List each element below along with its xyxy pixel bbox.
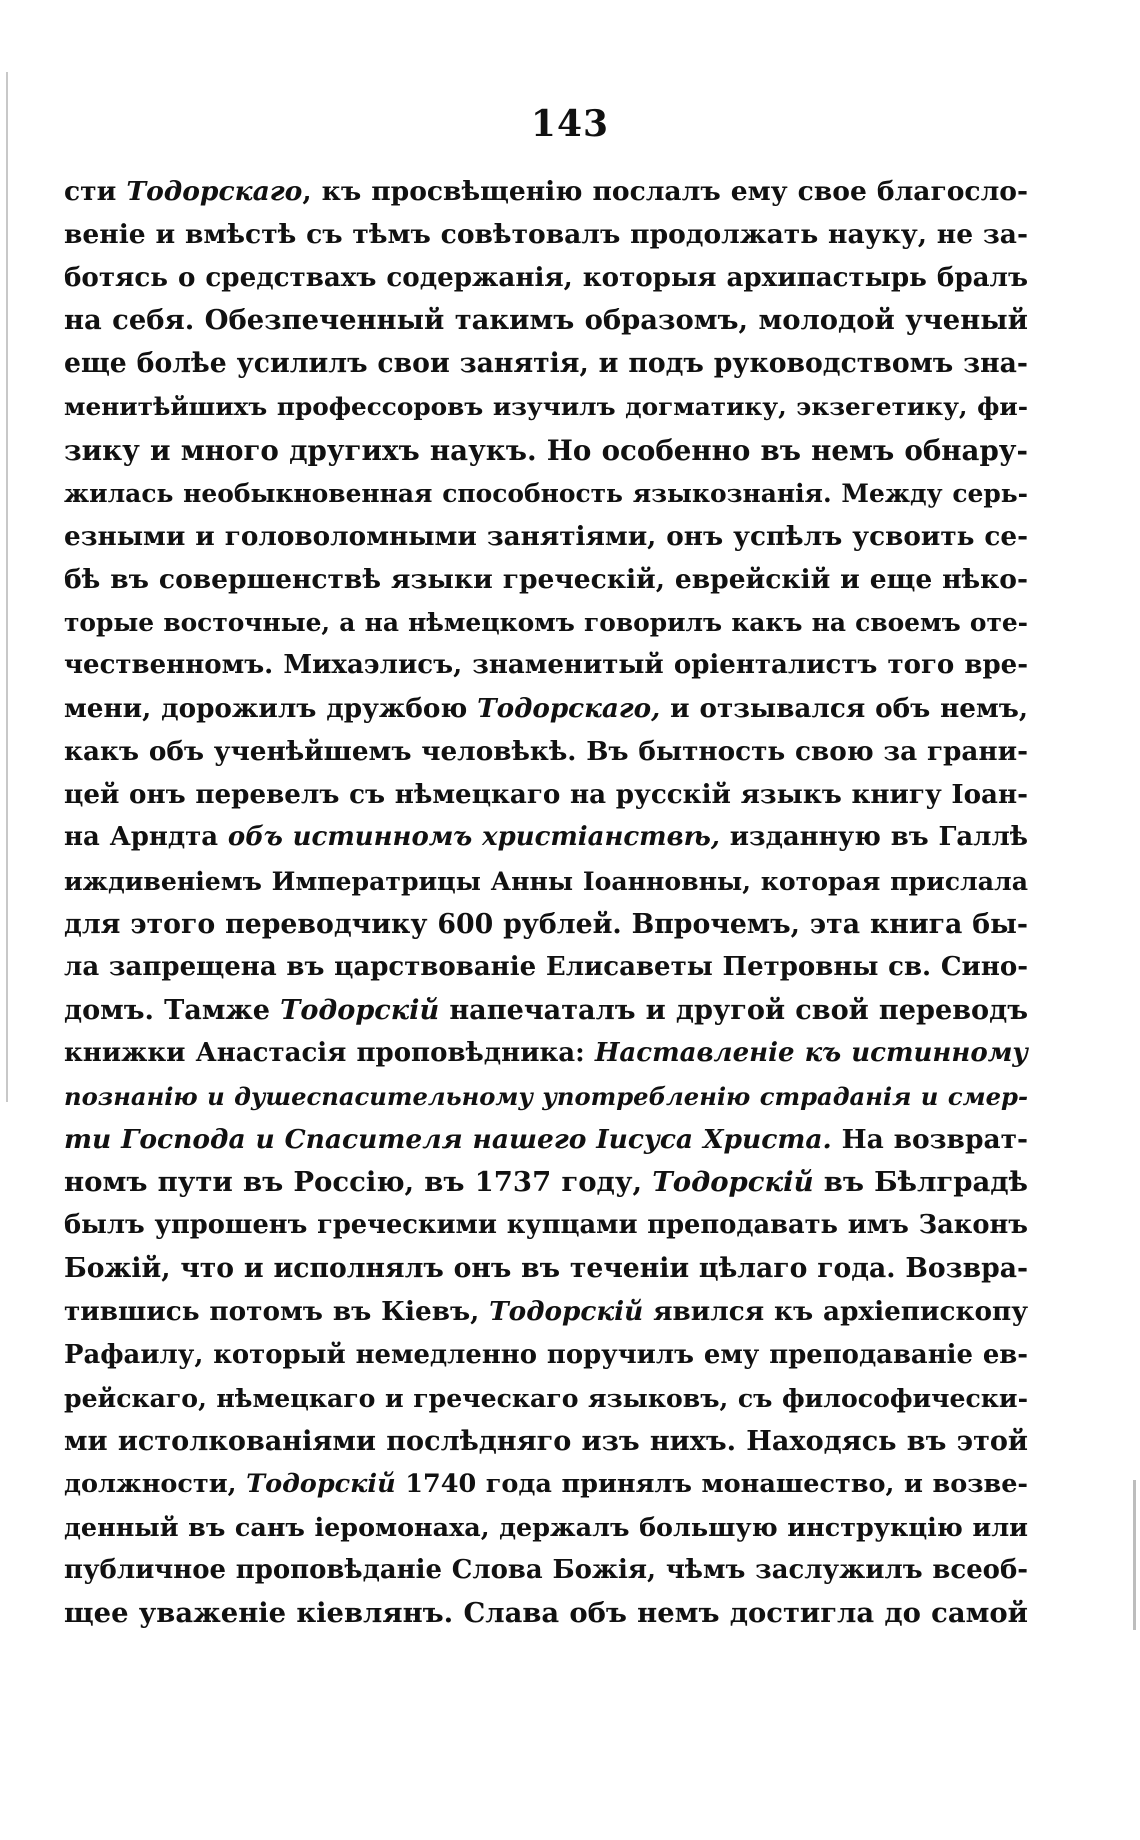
text-segment: щее уваженіе кіевлянъ. Слава объ немъ достигла до самой xyxy=(64,1597,1028,1630)
text-line xyxy=(64,730,1028,773)
text-line xyxy=(64,1463,1028,1506)
text-segment: веніе и вмѣстѣ съ тѣмъ совѣтовалъ продолжать науку, не за- xyxy=(64,219,1028,251)
text-line xyxy=(64,213,1028,256)
text-segment: на Арндта xyxy=(64,822,228,853)
text-segment: на себя. Обезпеченный такимъ образомъ, молодой ученый xyxy=(64,304,1028,337)
text-segment: , къ просвѣщенію послалъ ему свое благосло- xyxy=(302,176,1028,207)
text-segment: чественномъ. Михаэлисъ, знаменитый оріенталистъ того вре- xyxy=(64,650,1028,681)
text-segment: зику и много другихъ наукъ. Но особенно въ немъ обнару- xyxy=(64,433,1028,467)
italic-text-segment: Тодорскій xyxy=(280,994,440,1026)
text-segment: въ Бѣлградѣ xyxy=(813,1166,1028,1199)
text-line xyxy=(64,299,1028,342)
scan-edge-left xyxy=(6,72,8,1102)
text-segment: и отзывался объ немъ, xyxy=(660,693,1028,725)
text-line xyxy=(64,687,1028,730)
text-line xyxy=(64,1247,1028,1290)
text-segment: торые восточные, а на нѣмецкомъ говорилъ какъ на своемъ оте- xyxy=(64,607,1028,637)
text-line xyxy=(64,429,1028,472)
text-segment: былъ упрошенъ греческими купцами преподавать имъ Законъ xyxy=(64,1210,1028,1241)
italic-text-segment: Тодорскаго xyxy=(126,176,303,207)
text-segment: ла запрещена въ царствованіе Елисаветы Петровны св. Сино- xyxy=(64,951,1028,982)
text-line xyxy=(64,1204,1028,1247)
italic-text-segment: ти Господа и Спасителя нашего Іисуса Христа. xyxy=(64,1124,832,1156)
text-segment: еще болѣе усилилъ свои занятія, и подъ руководствомъ зна- xyxy=(64,348,1028,380)
text-segment: домъ. Тамже xyxy=(64,994,281,1026)
text-segment: цей онъ перевелъ съ нѣмецкаго на русскій языкъ книгу Іоан- xyxy=(64,779,1028,811)
italic-text-segment: познанію и душеспасительному употребленію страданія и смер- xyxy=(64,1081,1028,1111)
italic-text-segment: объ истинномъ христіанствѣ, xyxy=(227,822,720,853)
text-line xyxy=(64,946,1028,989)
italic-text-segment: Наставленіе къ истинному xyxy=(594,1037,1028,1068)
text-segment: иждивеніемъ Императрицы Анны Іоанновны, которая прислала xyxy=(64,865,1028,896)
text-line xyxy=(64,558,1028,601)
text-segment: езными и головоломными занятіями, онъ успѣлъ усвоить се- xyxy=(64,520,1028,552)
italic-text-segment: Тодорскаго, xyxy=(477,693,661,725)
text-line xyxy=(64,1334,1028,1377)
body-text xyxy=(64,170,1028,1635)
text-line xyxy=(64,1549,1028,1592)
text-line xyxy=(64,1161,1028,1204)
page-number: 143 xyxy=(530,103,610,145)
text-line xyxy=(64,1592,1028,1635)
text-segment: публичное проповѣданіе Слова Божія, чѣмъ заслужилъ всеоб- xyxy=(64,1555,1028,1585)
text-segment: Божій, что и исполнялъ онъ въ теченіи цѣлаго года. Возвра- xyxy=(64,1253,1028,1285)
text-line xyxy=(64,1032,1028,1075)
text-segment: бѣ въ совершенствѣ языки греческій, еврейскій и еще нѣко- xyxy=(64,563,1028,595)
italic-text-segment: Тодорскій xyxy=(246,1468,396,1499)
text-line xyxy=(64,773,1028,816)
text-line xyxy=(64,860,1028,903)
text-segment: жилась необыкновенная способность языкознанія. Между серь- xyxy=(64,478,1028,508)
text-line xyxy=(64,816,1028,859)
text-line xyxy=(64,989,1028,1032)
italic-text-segment: Тодорскій xyxy=(652,1166,814,1199)
text-segment: мени, дорожилъ дружбою xyxy=(64,693,478,725)
text-segment: ботясь о средствахъ содержанія, которыя архипастырь бралъ xyxy=(64,262,1028,294)
text-line xyxy=(64,644,1028,687)
text-line xyxy=(64,472,1028,515)
text-segment: напечаталъ и другой свой переводъ xyxy=(439,994,1029,1026)
text-line xyxy=(64,903,1028,946)
text-segment: менитѣйшихъ профессоровъ изучилъ догматику, экзегетику, фи- xyxy=(64,392,1028,422)
text-segment: явился къ архіепископу xyxy=(643,1296,1029,1328)
text-segment: изданную въ Галлѣ xyxy=(719,822,1028,853)
text-line xyxy=(64,1420,1028,1463)
text-segment: тившись потомъ въ Кіевъ, xyxy=(64,1296,490,1328)
text-line xyxy=(64,342,1028,385)
text-segment: ми истолкованіями послѣдняго изъ нихъ. Находясь въ этой xyxy=(64,1425,1028,1457)
italic-text-segment: Тодорскій xyxy=(489,1296,644,1328)
scan-edge-right xyxy=(1133,1480,1136,1630)
text-line xyxy=(64,256,1028,299)
text-segment: денный въ санъ іеромонаха, держалъ большую инструкцію или xyxy=(64,1511,1028,1542)
text-line xyxy=(64,385,1028,428)
text-segment: какъ объ ученѣйшемъ человѣкѣ. Въ бытность свою за грани- xyxy=(64,736,1028,768)
text-line xyxy=(64,1377,1028,1420)
text-segment: Рафаилу, который немедленно поручилъ ему преподаваніе ев- xyxy=(64,1339,1028,1370)
text-segment: сти xyxy=(64,176,127,207)
text-line xyxy=(64,601,1028,644)
text-line xyxy=(64,170,1028,213)
text-segment: для этого переводчику 600 рублей. Впрочемъ, эта книга бы- xyxy=(64,908,1028,940)
text-line xyxy=(64,1290,1028,1333)
text-line xyxy=(64,1118,1028,1161)
text-line xyxy=(64,1506,1028,1549)
text-line xyxy=(64,1075,1028,1118)
text-line xyxy=(64,515,1028,558)
text-segment: номъ пути въ Россію, въ 1737 году, xyxy=(64,1166,653,1199)
text-segment: 1740 года принялъ монашество, и возве- xyxy=(395,1468,1028,1499)
text-segment: рейскаго, нѣмецкаго и греческаго языковъ, съ философически- xyxy=(64,1382,1028,1413)
text-segment: На возврат- xyxy=(831,1124,1028,1156)
text-segment: должности, xyxy=(64,1468,247,1499)
text-segment: книжки Анастасія проповѣдника: xyxy=(64,1037,595,1068)
